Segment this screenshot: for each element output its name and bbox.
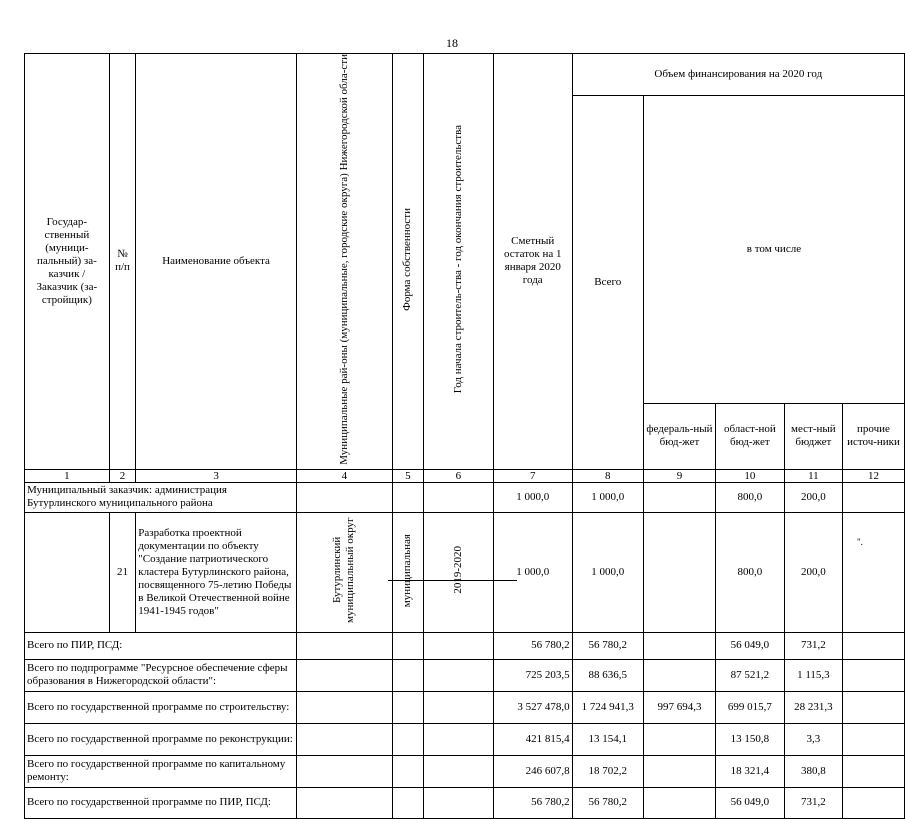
column-number: 4 [296,469,392,482]
column-number: 10 [716,469,785,482]
header-other: прочие источ-ники [842,403,904,469]
summary-row [25,632,905,659]
summary-balance: 3 527 478,0 [493,691,572,723]
column-number: 5 [392,469,423,482]
summary-label: Всего по ПИР, ПСД: [25,632,297,659]
object-total: 1 000,0 [572,512,643,632]
object-local: 200,0 [784,512,842,632]
summary-label: Всего по подпрограмме "Ресурсное обеспечение сферы образования в Нижегородской области": [25,659,297,691]
summary-total: 56 780,2 [572,632,643,659]
summary-local: 731,2 [784,632,842,659]
summary-balance: 725 203,5 [493,659,572,691]
empty-cell [643,482,715,512]
page-number: 18 [446,36,458,50]
customer-local: 200,0 [784,482,842,512]
footer-rule [388,580,517,581]
summary-regional: 56 049,0 [716,632,785,659]
summary-row [25,691,905,723]
empty-cell [423,482,493,512]
closing-quote-mark: ". [857,537,863,547]
customer-row [25,482,905,512]
column-number: 7 [493,469,572,482]
column-number: 2 [109,469,136,482]
summary-label: Всего по государственной программе по капитальному ремонту: [25,755,297,787]
header-customer: Государ-ственный (муници-пальный) за-казчик / Заказчик (за-стройщик) [25,54,110,470]
summary-local: 3,3 [784,723,842,755]
header-local: мест-ный бюджет [784,403,842,469]
financing-table [24,53,905,819]
summary-balance: 246 607,8 [493,755,572,787]
header-including: в том числе [643,96,904,404]
summary-total: 1 724 941,3 [572,691,643,723]
summary-total: 56 780,2 [572,787,643,818]
summary-row [25,787,905,818]
object-district-cell [296,512,392,632]
header-regional: област-ной бюд-жет [716,403,785,469]
header-row-number: № п/п [109,54,136,470]
object-ownership-cell [392,512,423,632]
summary-federal [643,659,715,691]
header-districts-cell [296,54,392,470]
header-row-1 [25,54,905,96]
header-years: Год начала строитель-ства - год окончания строительства [451,125,464,394]
customer-total: 1 000,0 [572,482,643,512]
empty-cell [392,482,423,512]
summary-federal [643,632,715,659]
header-object-name: Наименование объекта [136,54,297,470]
summary-federal [643,723,715,755]
header-total: Всего [572,96,643,470]
column-number: 1 [25,469,110,482]
summary-regional: 13 150,8 [716,723,785,755]
column-number: 12 [842,469,904,482]
customer-label: Муниципальный заказчик: администрация Бутурлинского муниципального района [25,482,297,512]
header-ownership: Форма собственности [401,207,414,311]
column-number: 11 [784,469,842,482]
object-district: Бутурлинский муниципальный округ [331,517,357,623]
summary-local: 1 115,3 [784,659,842,691]
header-districts: Муниципальные рай-оны (муниципальные, городские округа) Нижегородской обла-сти [337,54,350,465]
summary-local: 28 231,3 [784,691,842,723]
column-number: 8 [572,469,643,482]
summary-federal [643,755,715,787]
object-balance: 1 000,0 [493,512,572,632]
summary-label: Всего по государственной программе по строительству: [25,691,297,723]
summary-federal: 997 694,3 [643,691,715,723]
header-federal: федераль-ный бюд-жет [643,403,715,469]
summary-local: 380,8 [784,755,842,787]
object-years-cell [423,512,493,632]
summary-row [25,659,905,691]
summary-regional: 87 521,2 [716,659,785,691]
summary-total: 88 636,5 [572,659,643,691]
object-ownership: муниципальная [401,533,414,607]
summary-row [25,723,905,755]
empty-cell [842,482,904,512]
object-row [25,512,905,632]
summary-regional: 699 015,7 [716,691,785,723]
header-years-cell [423,54,493,470]
summary-total: 18 702,2 [572,755,643,787]
summary-row [25,755,905,787]
empty-cell [25,512,110,632]
empty-cell [842,512,904,632]
column-number: 9 [643,469,715,482]
column-numbers-row [25,469,905,482]
header-balance: Сметный остаток на 1 января 2020 года [493,54,572,470]
object-years: 2019-2020 [451,546,464,595]
summary-regional: 56 049,0 [716,787,785,818]
summary-federal [643,787,715,818]
header-ownership-cell [392,54,423,470]
column-number: 3 [136,469,297,482]
summary-regional: 18 321,4 [716,755,785,787]
object-regional: 800,0 [716,512,785,632]
summary-balance: 421 815,4 [493,723,572,755]
summary-balance: 56 780,2 [493,632,572,659]
empty-cell [643,512,715,632]
summary-balance: 56 780,2 [493,787,572,818]
summary-total: 13 154,1 [572,723,643,755]
summary-label: Всего по государственной программе по реконструкции: [25,723,297,755]
object-number: 21 [109,512,136,632]
customer-balance: 1 000,0 [493,482,572,512]
object-name: Разработка проектной документации по объекту "Создание патриотического кластера Бутурлинского района, посвященного 75-летию Победы в Великой Отечественной войне 1941-1945 годов" [136,512,297,632]
empty-cell [296,482,392,512]
header-financing: Объем финансирования на 2020 год [572,54,904,96]
customer-regional: 800,0 [716,482,785,512]
summary-local: 731,2 [784,787,842,818]
summary-label: Всего по государственной программе по ПИР, ПСД: [25,787,297,818]
column-number: 6 [423,469,493,482]
